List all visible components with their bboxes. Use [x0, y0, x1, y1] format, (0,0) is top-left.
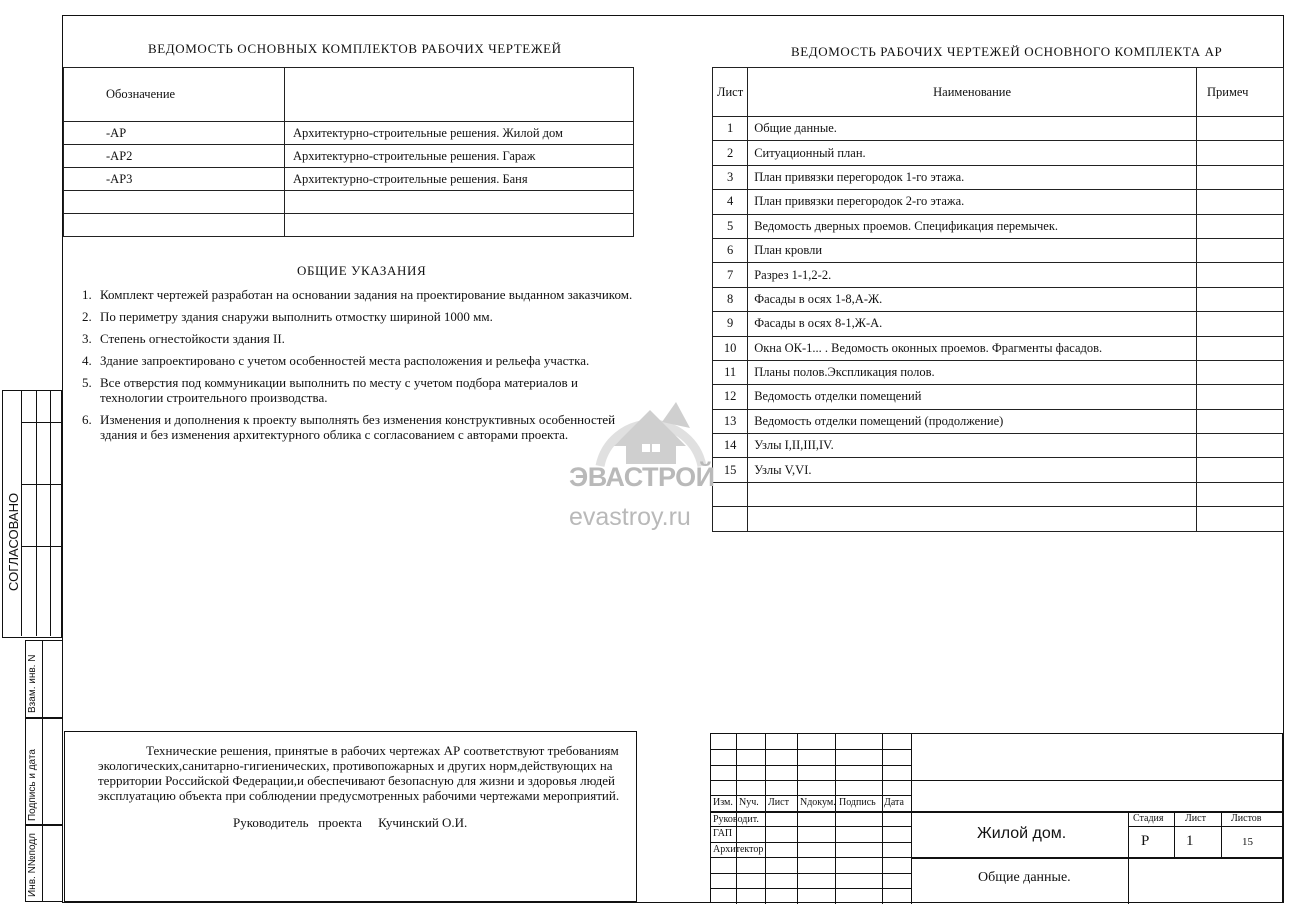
note-text: Степень огнестойкости здания II. — [100, 331, 285, 346]
drawing-name: Общие данные. — [978, 870, 1071, 885]
note-item — [82, 412, 642, 442]
set-code: -АР — [64, 122, 285, 145]
drawing-title: Общие данные. — [748, 117, 1197, 141]
drawing-row — [713, 117, 1284, 141]
drawing-sheet-number: 4 — [713, 190, 748, 214]
note-item — [82, 287, 642, 302]
drawing-sheet-number: 6 — [713, 238, 748, 262]
general-notes — [82, 287, 642, 449]
drawing-note — [1197, 458, 1284, 482]
drawing-note — [1197, 507, 1284, 531]
note-text: По периметру здания снаружи выполнить отмостку шириной 1000 мм. — [100, 309, 493, 324]
set-name — [285, 214, 634, 237]
drawing-note — [1197, 165, 1284, 189]
drawings-table — [712, 67, 1284, 532]
drawing-title: План привязки перегородок 2-го этажа. — [748, 190, 1197, 214]
note-number: 2. — [82, 309, 92, 324]
note-number: 3. — [82, 331, 92, 346]
stamp-column-label: Nдокум. — [800, 797, 836, 808]
stamp-column-label: Nуч. — [739, 797, 759, 808]
drawing-title: Узлы I,II,III,IV. — [748, 434, 1197, 458]
drawing-sheet-number — [713, 507, 748, 531]
sheet-value: 1 — [1186, 833, 1194, 849]
set-row — [64, 214, 634, 237]
stamp-column-label: Лист — [768, 797, 789, 808]
drawing-row — [713, 360, 1284, 384]
drawing-note — [1197, 190, 1284, 214]
drawing-note — [1197, 141, 1284, 165]
drawing-row — [713, 263, 1284, 287]
drawing-note — [1197, 117, 1284, 141]
set-name: Архитектурно-строительные решения. Жилой дом — [285, 122, 634, 145]
drawing-title: План кровли — [748, 238, 1197, 262]
drawing-sheet-number: 8 — [713, 287, 748, 311]
drawing-note — [1197, 312, 1284, 336]
note-item — [82, 309, 642, 324]
sets-title: ВЕДОМОСТЬ ОСНОВНЫХ КОМПЛЕКТОВ РАБОЧИХ ЧЕРТЕЖЕЙ — [148, 41, 562, 56]
sheets-value: 15 — [1242, 836, 1253, 848]
note-item — [82, 353, 642, 368]
watermark-logo — [592, 388, 710, 468]
set-name: Архитектурно-строительные решения. Гараж — [285, 145, 634, 168]
drawing-sheet-number: 14 — [713, 434, 748, 458]
drawing-row — [713, 238, 1284, 262]
set-code: -АР3 — [64, 168, 285, 191]
drawing-title: Фасады в осях 8-1,Ж-А. — [748, 312, 1197, 336]
set-row — [64, 145, 634, 168]
drawing-sheet-number: 2 — [713, 141, 748, 165]
drawing-sheet-number: 9 — [713, 312, 748, 336]
note-text: Комплект чертежей разработан на основании задания на проектирование выданном заказчиком. — [100, 287, 633, 302]
watermark-brand: ЭВАСТРОЙ — [569, 462, 715, 492]
stage-value: Р — [1141, 833, 1150, 849]
note-number: 5. — [82, 375, 92, 390]
sheet-header: Лист — [713, 68, 748, 117]
note-item — [82, 375, 642, 405]
drawing-note — [1197, 409, 1284, 433]
tech-statement-box — [64, 731, 637, 902]
set-code — [64, 191, 285, 214]
drawing-title: Ведомость отделки помещений (продолжение) — [748, 409, 1197, 433]
building-name: Жилой дом. — [977, 825, 1067, 842]
note-number: 6. — [82, 412, 92, 427]
drawing-title: Ведомость отделки помещений — [748, 385, 1197, 409]
inv-orig-label: Инв. N№подл — [27, 833, 38, 897]
drawing-note — [1197, 385, 1284, 409]
name-header — [285, 68, 634, 122]
stamp-column-label: Изм. — [713, 797, 733, 808]
sets-table — [63, 67, 634, 237]
drawing-note — [1197, 263, 1284, 287]
drawing-title: Окна ОК-1... . Ведомость оконных проемов. Фрагменты фасадов. — [748, 336, 1197, 360]
drawing-sheet-number — [713, 482, 748, 506]
set-row — [64, 191, 634, 214]
stamp-role: Руководит. — [713, 814, 759, 825]
note-text: Изменения и дополнения к проекту выполнять без изменения конструктивных особенностей здания и без изменения архитектурного облика с согласованием с авторами проекта. — [100, 412, 616, 442]
drawing-sheet-number: 13 — [713, 409, 748, 433]
drawing-note — [1197, 238, 1284, 262]
drawing-row — [713, 312, 1284, 336]
drawing-sheet-number: 3 — [713, 165, 748, 189]
note-header: Примеч — [1197, 68, 1284, 117]
drawing-row — [713, 336, 1284, 360]
sheet-label: Лист — [1185, 813, 1206, 824]
set-code — [64, 214, 285, 237]
sheets-label: Листов — [1231, 813, 1262, 824]
drawing-note — [1197, 287, 1284, 311]
drawing-row — [713, 507, 1284, 531]
stamp-column-label: Дата — [884, 797, 904, 808]
general-title: ОБЩИЕ УКАЗАНИЯ — [297, 263, 427, 278]
drawing-sheet-number: 12 — [713, 385, 748, 409]
drawing-row — [713, 287, 1284, 311]
designation-header: Обозначение — [64, 68, 285, 122]
agreed-label: СОГЛАСОВАНО — [6, 492, 21, 591]
drawing-row — [713, 385, 1284, 409]
drawing-title: Узлы V,VI. — [748, 458, 1197, 482]
title-header: Наименование — [748, 68, 1197, 117]
drawing-sheet-number: 11 — [713, 360, 748, 384]
sign-date-label: Подпись и дата — [27, 749, 38, 821]
drawings-title: ВЕДОМОСТЬ РАБОЧИХ ЧЕРТЕЖЕЙ ОСНОВНОГО КОМПЛЕКТА АР — [791, 44, 1223, 59]
stamp-role: ГАП — [713, 828, 733, 839]
drawing-note — [1197, 434, 1284, 458]
drawing-row — [713, 165, 1284, 189]
drawing-sheet-number: 1 — [713, 117, 748, 141]
note-text: Все отверстия под коммуникации выполнить по месту с учетом подбора материалов и технологии строительного производства. — [100, 375, 578, 405]
inventory-strip — [25, 640, 63, 902]
drawing-row — [713, 434, 1284, 458]
agreement-strip — [2, 390, 62, 638]
watermark-url: evastroy.ru — [569, 503, 691, 531]
tech-statement: Технические решения, принятые в рабочих чертежах АР соответствуют требованиям экологических,санитарно-гигиенических, противопожарных и других норм,действующих на территории Российской Федерации,и обеспечивают безопасную для жизни и здоровья людей эксплуатацию объекта при соблюдении предусмотренных рабочими чертежами мероприятий. — [98, 743, 620, 803]
stage-label: Стадия — [1133, 813, 1164, 824]
drawing-row — [713, 458, 1284, 482]
drawing-row — [713, 482, 1284, 506]
drawing-note — [1197, 214, 1284, 238]
note-item — [82, 331, 642, 346]
drawing-sheet-number: 10 — [713, 336, 748, 360]
set-code: -АР2 — [64, 145, 285, 168]
note-number: 4. — [82, 353, 92, 368]
project-manager-signature: Руководитель проекта Кучинский О.И. — [233, 815, 468, 830]
set-row — [64, 122, 634, 145]
stamp-column-label: Подпись — [839, 797, 876, 808]
title-block — [710, 733, 1283, 903]
drawing-row — [713, 409, 1284, 433]
set-name — [285, 191, 634, 214]
drawing-note — [1197, 360, 1284, 384]
drawing-note — [1197, 482, 1284, 506]
drawing-sheet-number: 7 — [713, 263, 748, 287]
drawing-row — [713, 141, 1284, 165]
stamp-role: Архитектор — [713, 844, 764, 855]
drawing-title: Фасады в осях 1-8,А-Ж. — [748, 287, 1197, 311]
drawing-title — [748, 507, 1197, 531]
drawing-title: Планы полов.Экспликация полов. — [748, 360, 1197, 384]
drawing-title — [748, 482, 1197, 506]
drawing-title: Ведомость дверных проемов. Спецификация перемычек. — [748, 214, 1197, 238]
drawing-note — [1197, 336, 1284, 360]
drawing-row — [713, 190, 1284, 214]
drawing-sheet-number: 5 — [713, 214, 748, 238]
drawing-sheet-number: 15 — [713, 458, 748, 482]
note-text: Здание запроектировано с учетом особенностей места расположения и рельефа участка. — [100, 353, 590, 368]
drawing-title: План привязки перегородок 1-го этажа. — [748, 165, 1197, 189]
vzam-label: Взам. инв. N — [27, 654, 38, 713]
drawing-title: Ситуационный план. — [748, 141, 1197, 165]
note-number: 1. — [82, 287, 92, 302]
set-row — [64, 168, 634, 191]
set-name: Архитектурно-строительные решения. Баня — [285, 168, 634, 191]
drawing-title: Разрез 1-1,2-2. — [748, 263, 1197, 287]
drawing-row — [713, 214, 1284, 238]
